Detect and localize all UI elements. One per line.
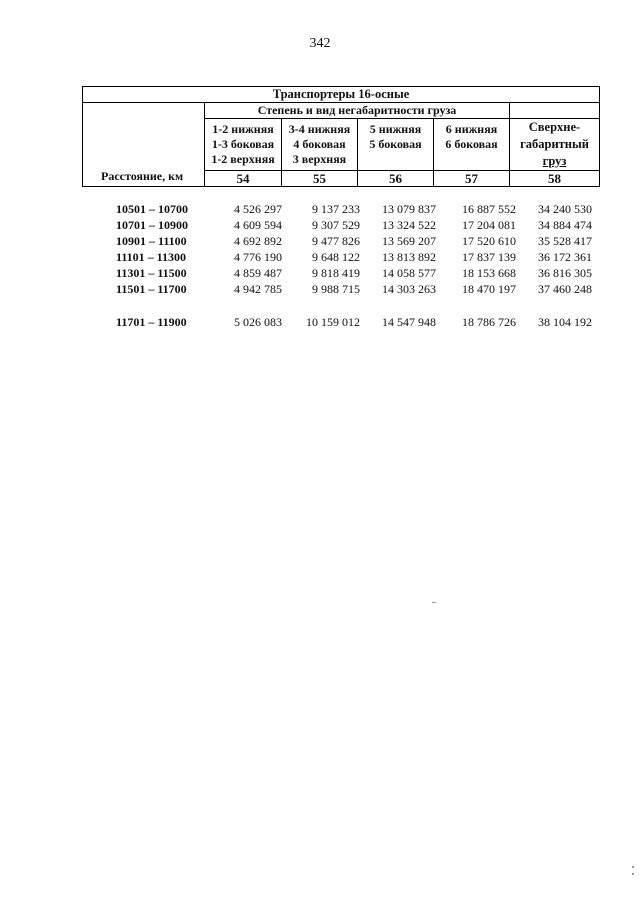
column-57-line: 6 нижняя (445, 122, 498, 136)
cell-54: 5 026 083 (234, 315, 282, 329)
cell-54: 4 526 297 (234, 202, 282, 216)
cell-55: 9 988 715 (312, 282, 360, 296)
scan-speck (432, 602, 436, 603)
column-58-line: груз (542, 154, 567, 168)
scan-speck (632, 866, 634, 868)
column-header-56 (358, 119, 434, 171)
cell-58: 37 460 248 (538, 282, 592, 296)
cell-56: 13 813 892 (382, 250, 436, 264)
row-range: 10501 – 10700 (116, 202, 188, 216)
cell-58: 35 528 417 (538, 234, 592, 248)
cell-58: 36 816 305 (538, 266, 592, 280)
cell-58: 34 884 474 (538, 218, 592, 232)
column-55-line: 3-4 нижняя (288, 122, 351, 136)
cell-57: 18 470 197 (462, 282, 516, 296)
column-55-line: 3 верхняя (292, 152, 347, 166)
cell-58: 34 240 530 (538, 202, 592, 216)
row-range: 11101 – 11300 (116, 250, 187, 264)
cell-57: 16 887 552 (462, 202, 516, 216)
cell-55: 9 818 419 (312, 266, 360, 280)
column-number-54: 54 (205, 171, 282, 187)
cell-56: 13 569 207 (382, 234, 436, 248)
column-header-58 (510, 119, 600, 171)
table-row (0, 315, 640, 331)
column-number-58: 58 (510, 171, 600, 187)
cell-58: 36 172 361 (538, 250, 592, 264)
table-row (0, 218, 640, 234)
blank-header-cell (510, 103, 600, 119)
table-row (0, 202, 640, 218)
cell-57: 18 153 668 (462, 266, 516, 280)
cell-54: 4 692 892 (234, 234, 282, 248)
cell-56: 13 324 522 (382, 218, 436, 232)
table-row (0, 250, 640, 266)
column-57-line: 6 боковая (445, 137, 498, 151)
column-number-56: 56 (358, 171, 434, 187)
column-54-line: 1-2 нижняя (212, 122, 274, 136)
cell-57: 17 837 139 (462, 250, 516, 264)
column-56-line: 5 боковая (369, 137, 422, 151)
column-58-line: Сверхне- (528, 120, 581, 134)
cell-56: 14 303 263 (382, 282, 436, 296)
column-number-55: 55 (282, 171, 358, 187)
distance-header: Расстояние, км (83, 103, 205, 187)
table-row (0, 282, 640, 298)
table-title: Транспортеры 16-осные (83, 87, 600, 103)
row-range: 11501 – 11700 (116, 282, 187, 296)
row-range: 11701 – 11900 (116, 315, 187, 329)
row-range: 11301 – 11500 (116, 266, 187, 280)
cell-55: 9 307 529 (312, 218, 360, 232)
cell-56: 14 547 948 (382, 315, 436, 329)
column-header-54 (205, 119, 282, 171)
column-54-line: 1-2 верхняя (211, 152, 275, 166)
cell-54: 4 776 190 (234, 250, 282, 264)
cell-54: 4 942 785 (234, 282, 282, 296)
column-header-55 (282, 119, 358, 171)
cell-57: 17 520 610 (462, 234, 516, 248)
overdimension-header: Степень и вид негабаритности груза (205, 103, 510, 119)
column-54-line: 1-3 боковая (211, 137, 275, 151)
scan-speck (632, 873, 634, 875)
cell-54: 4 609 594 (234, 218, 282, 232)
cell-55: 9 648 122 (312, 250, 360, 264)
column-56-line: 5 нижняя (369, 122, 422, 136)
column-number-57: 57 (434, 171, 510, 187)
cell-56: 14 058 577 (382, 266, 436, 280)
column-58-line: габаритный (520, 137, 589, 151)
table-row (0, 266, 640, 282)
column-header-57 (434, 119, 510, 171)
table-row (0, 234, 640, 250)
cell-55: 10 159 012 (306, 315, 360, 329)
cell-57: 18 786 726 (462, 315, 516, 329)
cell-55: 9 477 826 (312, 234, 360, 248)
cell-55: 9 137 233 (312, 202, 360, 216)
row-range: 10901 – 11100 (116, 234, 187, 248)
cell-56: 13 079 837 (382, 202, 436, 216)
page-number: 342 (309, 36, 331, 51)
cell-54: 4 859 487 (234, 266, 282, 280)
cell-57: 17 204 081 (462, 218, 516, 232)
table-header (82, 86, 600, 187)
row-range: 10701 – 10900 (116, 218, 188, 232)
cell-58: 38 104 192 (538, 315, 592, 329)
column-55-line: 4 боковая (293, 137, 346, 151)
